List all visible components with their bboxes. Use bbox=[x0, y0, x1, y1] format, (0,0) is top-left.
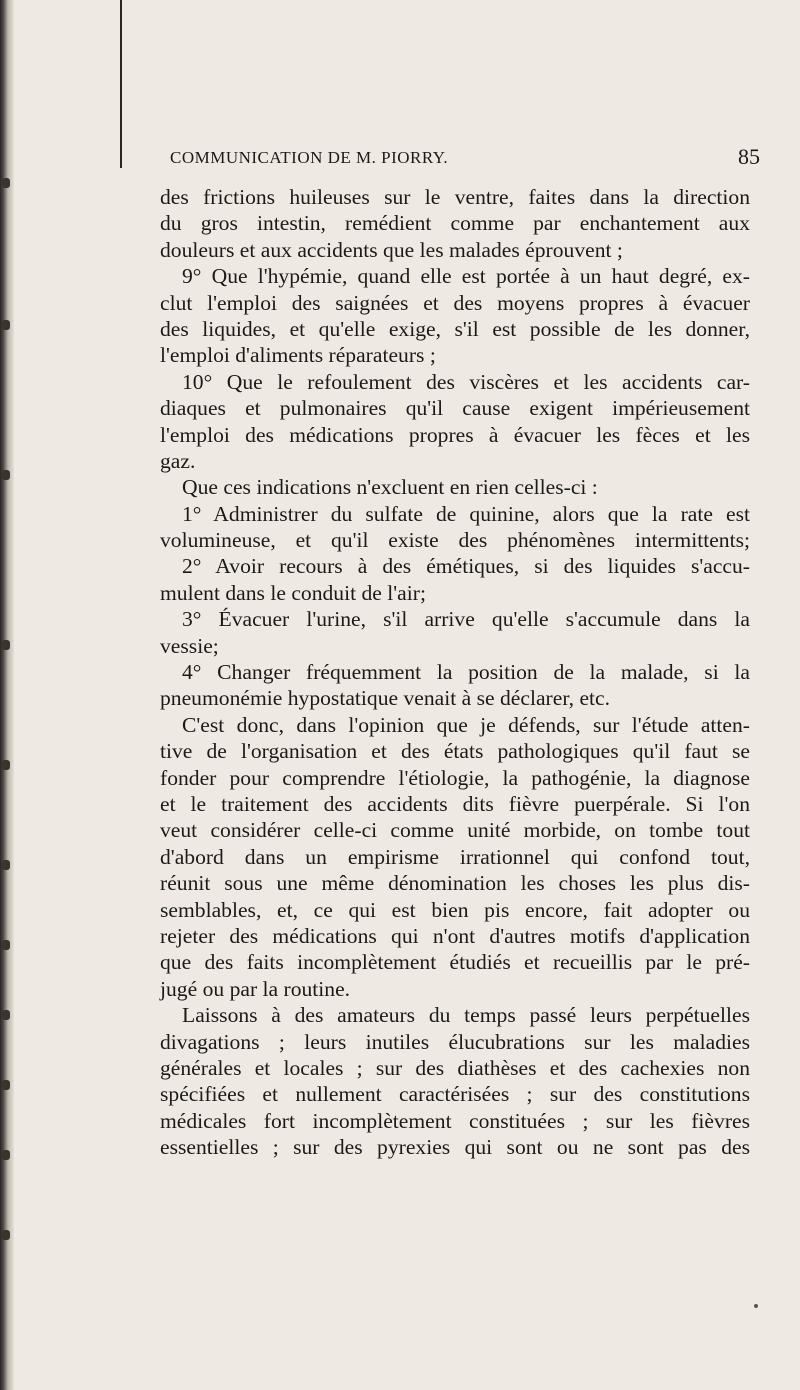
text-line: essentielles ; sur des pyrexies qui sont ou ne sont pas des bbox=[160, 1135, 750, 1160]
text-line: divagations ; leurs inutiles élucubrations sur les maladies bbox=[160, 1029, 750, 1054]
text-line: veut considérer celle-ci comme unité morbide, on tombe tout bbox=[160, 818, 750, 843]
text-line: 1° Administrer du sulfate de quinine, alors que la rate est bbox=[182, 501, 750, 526]
book-spine-shadow bbox=[0, 0, 14, 1390]
text-line: l'emploi d'aliments réparateurs ; bbox=[160, 343, 436, 368]
text-line: Laissons à des amateurs du temps passé leurs perpétuelles bbox=[182, 1003, 750, 1028]
text-line: 10° Que le refoulement des viscères et les accidents car- bbox=[182, 369, 750, 394]
text-line: 4° Changer fréquemment la position de la malade, si la bbox=[182, 660, 750, 685]
text-line: 9° Que l'hypémie, quand elle est portée à un haut degré, ex- bbox=[182, 264, 750, 289]
text-line: volumineuse, et qu'il existe des phénomènes intermittents; bbox=[160, 528, 750, 553]
spine-mark bbox=[2, 1080, 10, 1090]
page-number: 85 bbox=[738, 144, 760, 169]
text-line: des liquides, et qu'elle exige, s'il est possible de les donner, bbox=[160, 316, 750, 341]
spine-mark bbox=[2, 940, 10, 950]
text-line: l'emploi des médications propres à évacuer les fèces et les bbox=[160, 422, 750, 447]
text-line: mulent dans le conduit de l'air; bbox=[160, 580, 426, 605]
text-line: d'abord dans un empirisme irrationnel qui confond tout, bbox=[160, 844, 750, 869]
body-text bbox=[160, 184, 750, 1160]
spine-mark bbox=[2, 860, 10, 870]
spine-mark bbox=[2, 470, 10, 480]
text-line: spécifiées et nullement caractérisées ; sur des constitutions bbox=[160, 1082, 750, 1107]
text-line: fonder pour comprendre l'étiologie, la pathogénie, la diagnose bbox=[160, 765, 750, 790]
text-line: Que ces indications n'excluent en rien celles-ci : bbox=[182, 475, 598, 500]
spine-mark bbox=[2, 1150, 10, 1160]
text-line: gaz. bbox=[160, 448, 196, 473]
text-line: réunit sous une même dénomination les choses les plus dis- bbox=[160, 871, 750, 896]
text-line: générales et locales ; sur des diathèses et des cachexies non bbox=[160, 1055, 750, 1080]
text-line: des frictions huileuses sur le ventre, faites dans la direction bbox=[160, 185, 750, 209]
text-line: et le traitement des accidents dits fièvre puerpérale. Si l'on bbox=[160, 791, 750, 816]
text-line: douleurs et aux accidents que les malades éprouvent ; bbox=[160, 237, 623, 262]
spine-mark bbox=[2, 640, 10, 650]
text-line: jugé ou par la routine. bbox=[160, 976, 351, 1001]
spine-mark bbox=[2, 1010, 10, 1020]
text-line: 2° Avoir recours à des émétiques, si des liquides s'accu- bbox=[182, 554, 750, 579]
text-line: rejeter des médications qui n'ont d'autres motifs d'application bbox=[160, 923, 750, 948]
spine-mark bbox=[2, 1230, 10, 1240]
paper-speck bbox=[754, 1304, 758, 1308]
text-line: C'est donc, dans l'opinion que je défends, sur l'étude atten- bbox=[182, 712, 750, 737]
text-line: médicales fort incomplètement constituées ; sur les fièvres bbox=[160, 1108, 750, 1133]
text-line: clut l'emploi des saignées et des moyens propres à évacuer bbox=[160, 290, 750, 315]
text-line: 3° Évacuer l'urine, s'il arrive qu'elle s'accumule dans la bbox=[182, 607, 750, 632]
text-line: que des faits incomplètement étudiés et recueillis par le pré- bbox=[160, 950, 750, 975]
text-line: pneumonémie hypostatique venait à se déclarer, etc. bbox=[160, 686, 611, 711]
page-header bbox=[170, 144, 760, 178]
text-line: semblables, et, ce qui est bien pis encore, fait adopter ou bbox=[160, 897, 750, 922]
text-line: du gros intestin, remédient comme par enchantement aux bbox=[160, 211, 750, 236]
text-line: vessie; bbox=[160, 633, 219, 658]
running-head: COMMUNICATION DE M. PIORRY. bbox=[170, 148, 449, 167]
spine-mark bbox=[2, 178, 10, 188]
text-line: diaques et pulmonaires qu'il cause exigent impérieusement bbox=[160, 396, 750, 421]
spine-mark bbox=[2, 320, 10, 330]
margin-rule bbox=[120, 0, 122, 168]
spine-mark bbox=[2, 760, 10, 770]
text-line: tive de l'organisation et des états pathologiques qu'il faut se bbox=[160, 739, 750, 764]
